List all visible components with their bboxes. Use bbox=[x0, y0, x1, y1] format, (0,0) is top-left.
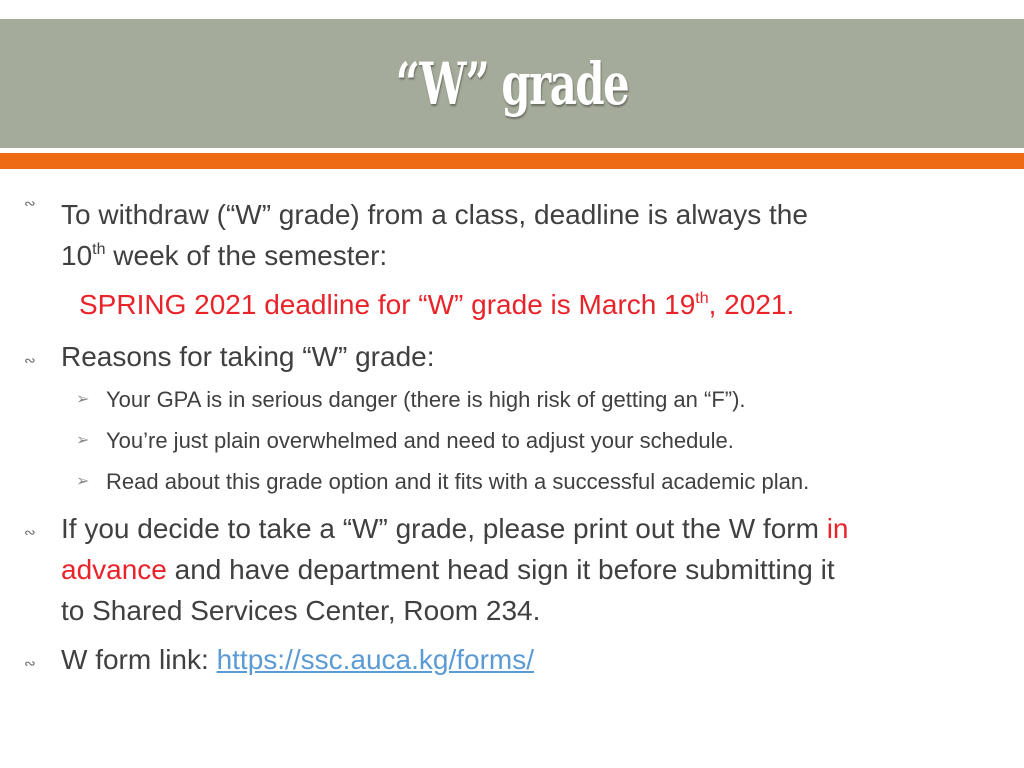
title-band bbox=[0, 19, 1024, 148]
spring-deadline bbox=[79, 289, 794, 321]
in-highlight: in bbox=[826, 513, 849, 544]
deadline-year: , 2021. bbox=[708, 289, 795, 320]
form-link-label: W form link: bbox=[61, 644, 217, 675]
infinity-bullet-icon: ∾ bbox=[24, 353, 36, 369]
sign-text: and have department head sign it before submitting it bbox=[166, 554, 835, 585]
divider-accent bbox=[0, 153, 1024, 169]
submit-location-text: to Shared Services Center, Room 234. bbox=[61, 595, 541, 626]
slide-title: “W” grade bbox=[395, 49, 629, 118]
reason-item: You’re just plain overwhelmed and need to adjust your schedule. bbox=[106, 428, 734, 453]
advance-highlight: advance bbox=[61, 554, 167, 585]
bullet-print-form bbox=[61, 508, 991, 631]
week-text: week of the semester: bbox=[105, 240, 388, 271]
arrowhead-bullet-icon: ➢ bbox=[76, 389, 90, 408]
infinity-bullet-icon: ∾ bbox=[24, 656, 36, 672]
print-form-text: If you decide to take a “W” grade, please print out the W form bbox=[61, 513, 827, 544]
bullet-form-link bbox=[61, 639, 991, 680]
week-ordinal: th bbox=[92, 241, 106, 258]
withdraw-text: To withdraw (“W” grade) from a class, deadline is always the bbox=[61, 199, 808, 230]
reason-item: Read about this grade option and it fits with a successful academic plan. bbox=[106, 469, 810, 494]
arrowhead-bullet-icon: ➢ bbox=[76, 471, 90, 490]
bullet-reasons: Reasons for taking “W” grade: bbox=[61, 341, 435, 372]
bullet-withdraw-deadline bbox=[61, 194, 991, 276]
reason-item: Your GPA is in serious danger (there is high risk of getting an “F”). bbox=[106, 387, 746, 412]
week-number: 10 bbox=[61, 240, 93, 271]
arrowhead-bullet-icon: ➢ bbox=[76, 430, 90, 449]
w-form-link[interactable]: https://ssc.auca.kg/forms/ bbox=[216, 644, 535, 675]
deadline-ordinal: th bbox=[695, 290, 709, 307]
infinity-bullet-icon: ∾ bbox=[24, 196, 36, 212]
infinity-bullet-icon: ∾ bbox=[24, 525, 36, 541]
deadline-text: SPRING 2021 deadline for “W” grade is March 19 bbox=[79, 289, 696, 320]
